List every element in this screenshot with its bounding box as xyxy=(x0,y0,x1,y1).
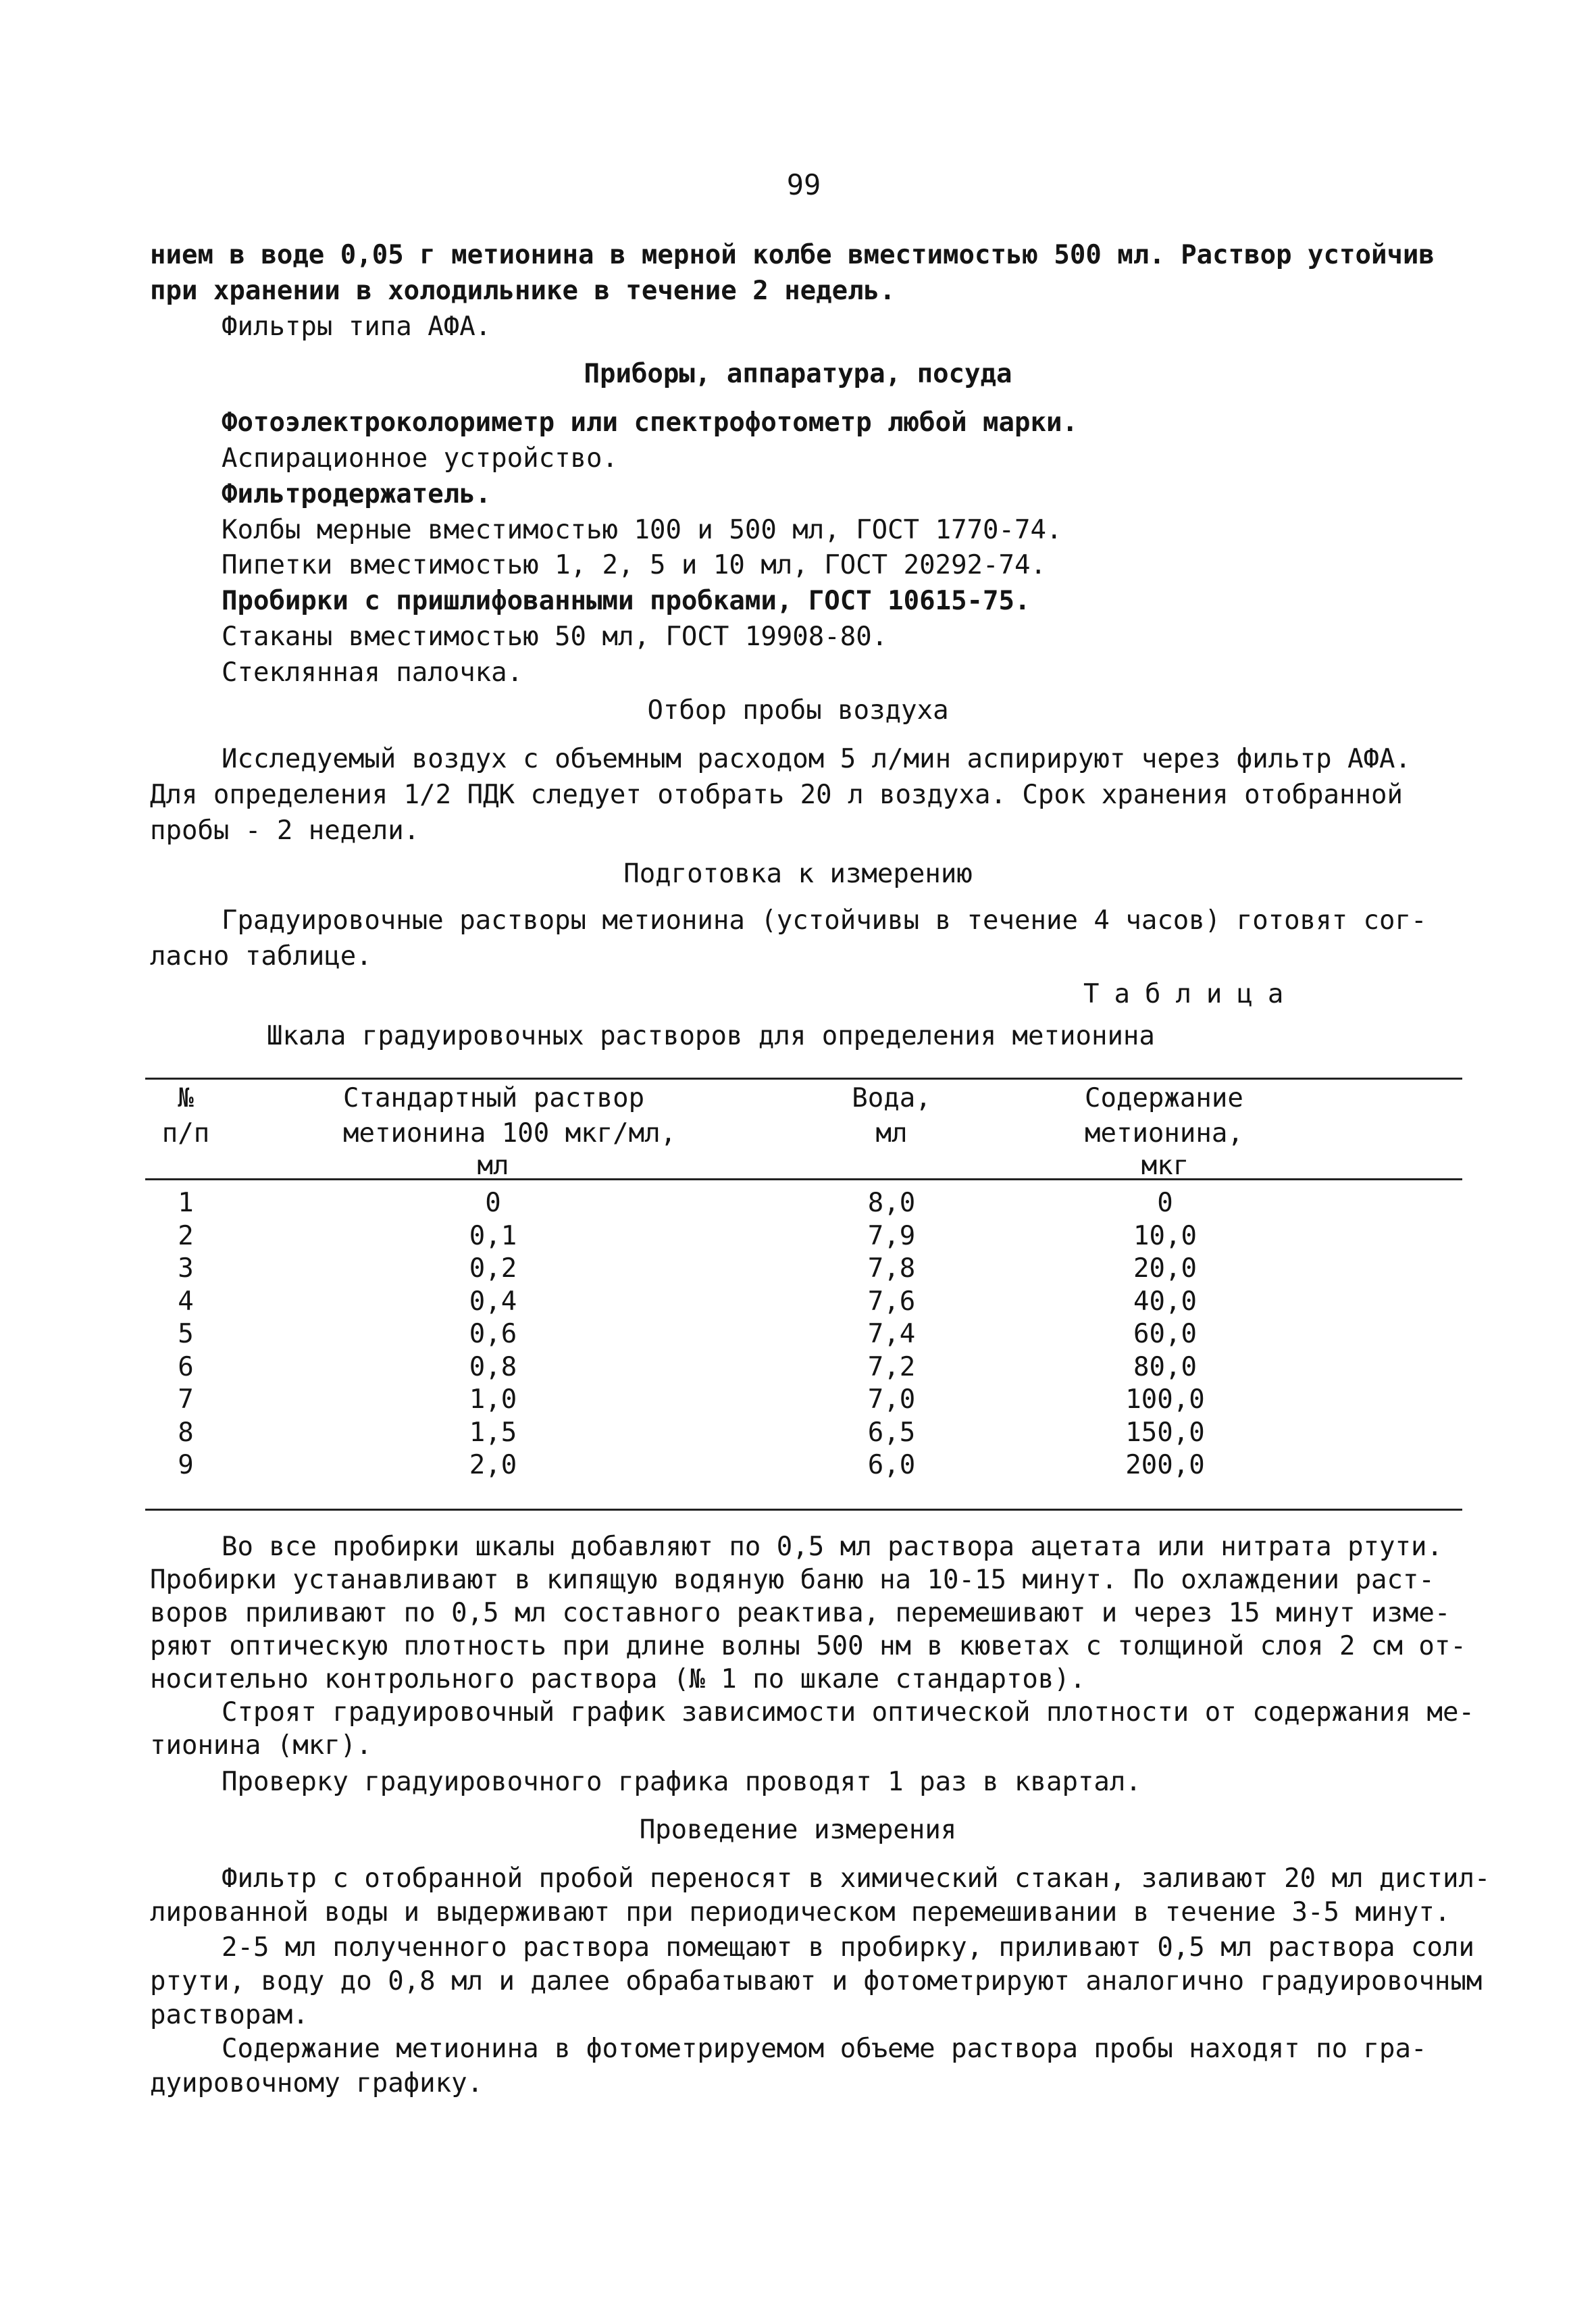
header-col-water-unit: мл xyxy=(875,1118,908,1149)
cell-standard-ml: 2,0 xyxy=(469,1450,517,1480)
header-col-content: метионина, xyxy=(1085,1118,1243,1149)
cell-water-ml: 8,0 xyxy=(867,1188,916,1218)
measurement-line: Содержание метионина в фотометрируемом объеме раствора пробы находят по гра- xyxy=(222,2034,1427,2064)
table-top-rule xyxy=(145,1078,1462,1080)
cell-number: 7 xyxy=(178,1384,194,1415)
table-bottom-rule xyxy=(145,1509,1462,1511)
equipment-item: Пробирки с пришлифованными пробками, ГОСТ 10615-75. xyxy=(222,586,1031,616)
table-header-rule xyxy=(145,1178,1462,1180)
cell-content-mkg: 80,0 xyxy=(1133,1351,1197,1382)
equipment-heading: Приборы, аппаратура, посуда xyxy=(584,359,1012,389)
cell-water-ml: 7,9 xyxy=(867,1220,916,1251)
cell-content-mkg: 60,0 xyxy=(1133,1319,1197,1349)
cell-content-mkg: 40,0 xyxy=(1133,1286,1197,1317)
measurement-line: лированной воды и выдерживают при периодическом перемешивании в течение 3-5 минут. xyxy=(150,1897,1451,1928)
equipment-item: Пипетки вместимостью 1, 2, 5 и 10 мл, ГОСТ 20292-74. xyxy=(222,550,1046,580)
measurement-line: растворам. xyxy=(150,2000,309,2030)
cell-water-ml: 6,5 xyxy=(867,1417,916,1448)
header-col-standard: Стандартный раствор xyxy=(343,1083,645,1113)
equipment-item: Стеклянная палочка. xyxy=(222,657,523,688)
measurement-line: 2-5 мл полученного раствора помещают в пробирку, приливают 0,5 мл раствора соли xyxy=(222,1932,1474,1963)
intro-line-2: при хранении в холодильнике в течение 2 недель. xyxy=(150,276,896,306)
measurement-line: дуировочному графику. xyxy=(150,2068,484,2098)
cell-content-mkg: 0 xyxy=(1157,1188,1173,1218)
cell-water-ml: 7,8 xyxy=(867,1253,916,1284)
after-table-line: носительно контрольного раствора (№ 1 по шкале стандартов). xyxy=(150,1664,1086,1694)
after-table-line: Проверку градуировочного графика проводят 1 раз в квартал. xyxy=(222,1767,1141,1797)
cell-content-mkg: 20,0 xyxy=(1133,1253,1197,1284)
page-number: 99 xyxy=(786,168,821,201)
cell-number: 5 xyxy=(178,1319,194,1349)
after-table-line: тионина (мкг). xyxy=(150,1730,372,1761)
cell-number: 6 xyxy=(178,1351,194,1382)
header-col-content-unit: мкг xyxy=(1141,1151,1189,1181)
table-title: Шкала градуировочных растворов для определения метионина xyxy=(267,1021,1155,1051)
cell-water-ml: 7,0 xyxy=(867,1384,916,1415)
equipment-item: Стаканы вместимостью 50 мл, ГОСТ 19908-80. xyxy=(222,622,888,652)
cell-water-ml: 7,4 xyxy=(867,1319,916,1349)
cell-standard-ml: 0,1 xyxy=(469,1220,517,1251)
cell-number: 1 xyxy=(178,1188,194,1218)
cell-standard-ml: 0,2 xyxy=(469,1253,517,1284)
cell-number: 8 xyxy=(178,1417,194,1448)
equipment-item: Аспирационное устройство. xyxy=(222,443,618,474)
measurement-line: ртути, воду до 0,8 мл и далее обрабатывают и фотометрируют аналогично градуировочным xyxy=(150,1966,1483,1996)
cell-standard-ml: 0,4 xyxy=(469,1286,517,1317)
cell-number: 4 xyxy=(178,1286,194,1317)
preparation-heading: Подготовка к измерению xyxy=(623,859,973,889)
equipment-item: Фотоэлектроколориметр или спектрофотометр любой марки. xyxy=(222,407,1078,438)
after-table-line: Пробирки устанавливают в кипящую водяную баню на 10-15 минут. По охлаждении раст- xyxy=(150,1565,1435,1595)
measurement-heading: Проведение измерения xyxy=(639,1815,957,1845)
cell-standard-ml: 1,0 xyxy=(469,1384,517,1415)
preparation-line: ласно таблице. xyxy=(150,941,372,972)
cell-number: 9 xyxy=(178,1450,194,1480)
measurement-line: Фильтр с отобранной пробой переносят в химический стакан, заливают 20 мл дистил- xyxy=(222,1863,1491,1894)
cell-standard-ml: 0,8 xyxy=(469,1351,517,1382)
cell-content-mkg: 150,0 xyxy=(1125,1417,1205,1448)
cell-water-ml: 6,0 xyxy=(867,1450,916,1480)
cell-content-mkg: 200,0 xyxy=(1125,1450,1205,1480)
after-table-line: Строят градуировочный график зависимости оптической плотности от содержания ме- xyxy=(222,1697,1474,1728)
after-table-line: Во все пробирки шкалы добавляют по 0,5 мл раствора ацетата или нитрата ртути. xyxy=(222,1532,1443,1562)
cell-water-ml: 7,2 xyxy=(867,1351,916,1382)
intro-line-3: Фильтры типа АФА. xyxy=(222,311,492,342)
preparation-line: Градуировочные растворы метионина (устойчивы в течение 4 часов) готовят сог- xyxy=(222,905,1427,936)
intro-line-1: нием в воде 0,05 г метионина в мерной колбе вместимостью 500 мл. Раствор устойчив xyxy=(150,240,1435,270)
equipment-item: Колбы мерные вместимостью 100 и 500 мл, ГОСТ 1770-74. xyxy=(222,515,1062,545)
header-col-standard-unit: мл xyxy=(477,1151,509,1181)
cell-standard-ml: 0 xyxy=(485,1188,501,1218)
header-col-standard: метионина 100 мкг/мл, xyxy=(343,1118,677,1149)
cell-water-ml: 7,6 xyxy=(867,1286,916,1317)
cell-standard-ml: 1,5 xyxy=(469,1417,517,1448)
cell-number: 2 xyxy=(178,1220,194,1251)
sampling-line: Для определения 1/2 ПДК следует отобрать 20 л воздуха. Срок хранения отобранной xyxy=(150,780,1403,810)
header-col-content: Содержание xyxy=(1085,1083,1243,1113)
table-label: Таблица xyxy=(1083,979,1299,1009)
equipment-item: Фильтродержатель. xyxy=(222,479,492,509)
after-table-line: воров приливают по 0,5 мл составного реактива, перемешивают и через 15 минут изме- xyxy=(150,1598,1451,1628)
header-col-number: п/п xyxy=(161,1118,210,1149)
sampling-line: Исследуемый воздух с объемным расходом 5 л/мин аспирируют через фильтр АФА. xyxy=(222,744,1411,774)
after-table-line: ряют оптическую плотность при длине волны 500 нм в кюветах с толщиной слоя 2 см от- xyxy=(150,1631,1466,1661)
header-col-number: № xyxy=(178,1083,194,1113)
cell-content-mkg: 10,0 xyxy=(1133,1220,1197,1251)
header-col-water: Вода, xyxy=(852,1083,931,1113)
cell-number: 3 xyxy=(178,1253,194,1284)
sampling-heading: Отбор пробы воздуха xyxy=(647,695,949,726)
sampling-line: пробы - 2 недели. xyxy=(150,815,420,846)
cell-standard-ml: 0,6 xyxy=(469,1319,517,1349)
cell-content-mkg: 100,0 xyxy=(1125,1384,1205,1415)
